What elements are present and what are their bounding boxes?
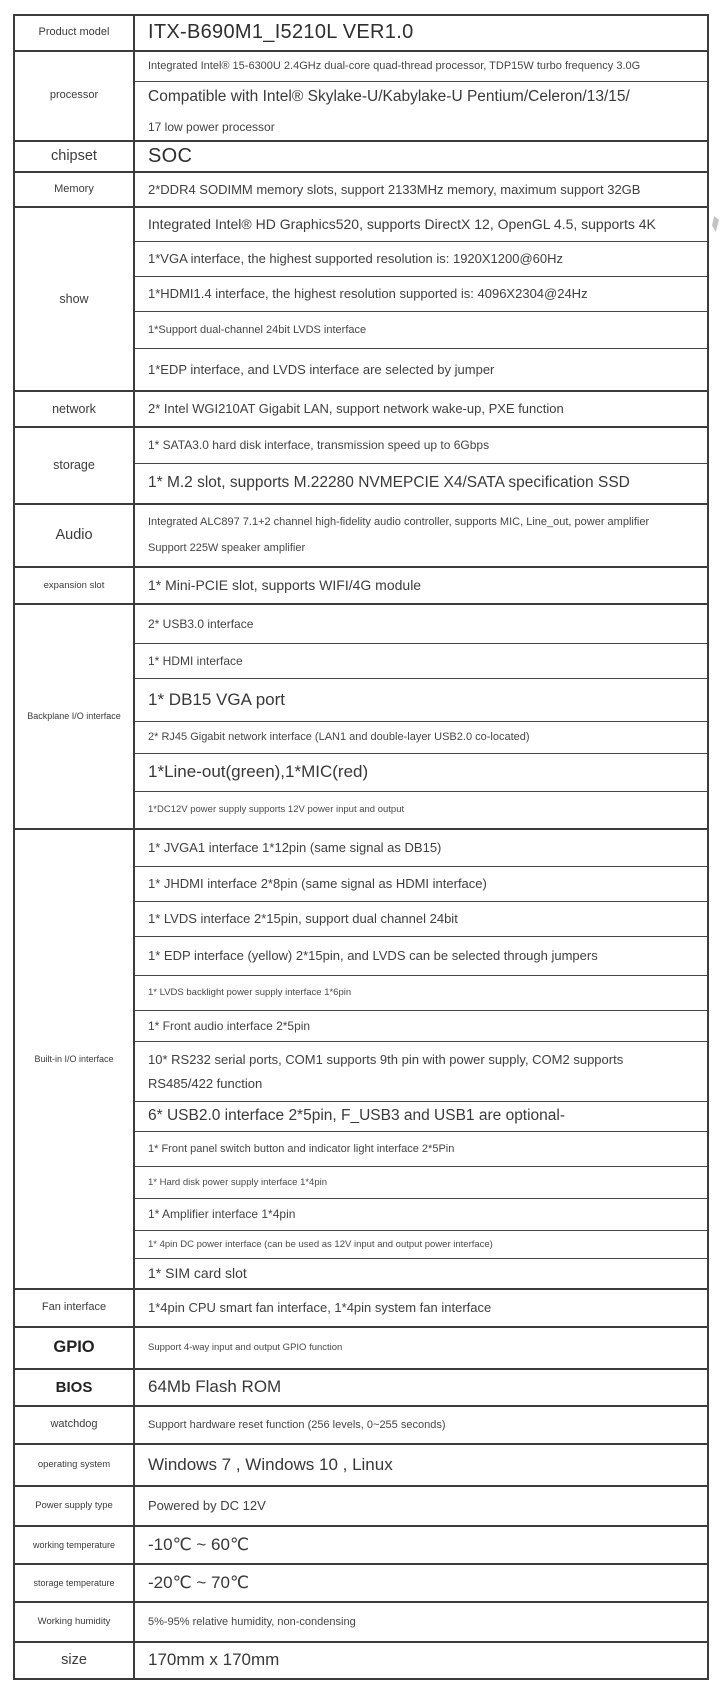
spec-value-text: 1*HDMI1.4 interface, the highest resolution supported is: 4096X2304@24Hz xyxy=(148,286,588,302)
row-label: Backplane I/O interface xyxy=(15,605,135,828)
spec-value-text: 1*EDP interface, and LVDS interface are selected by jumper xyxy=(148,361,495,377)
spec-value-cell xyxy=(135,753,707,791)
row-label: storage temperature xyxy=(15,1565,135,1601)
row-values xyxy=(135,568,707,603)
spec-value-cell xyxy=(135,936,707,975)
spec-group xyxy=(15,1326,707,1368)
row-label: GPIO xyxy=(15,1328,135,1368)
spec-value-cell xyxy=(135,1527,707,1563)
spec-value-cell xyxy=(135,311,707,348)
row-label: Working humidity xyxy=(15,1603,135,1641)
row-label: expansion slot xyxy=(15,568,135,603)
spec-value-text: 10* RS232 serial ports, COM1 supports 9th pin with power supply, COM2 supports xyxy=(148,1052,624,1068)
spec-value-cell xyxy=(135,142,707,171)
spec-value-cell xyxy=(135,392,707,426)
spec-value-cell xyxy=(135,173,707,206)
spec-value-cell xyxy=(135,975,707,1010)
spec-group xyxy=(15,1288,707,1326)
spec-group xyxy=(15,426,707,503)
spec-value-text: 1* SATA3.0 hard disk interface, transmission speed up to 6Gbps xyxy=(148,438,490,453)
spec-value-cell xyxy=(135,1230,707,1258)
row-label: operating system xyxy=(15,1445,135,1485)
spec-value-text: 1* Front audio interface 2*5pin xyxy=(148,1018,311,1033)
row-label: BIOS xyxy=(15,1370,135,1405)
spec-group xyxy=(15,206,707,390)
row-values xyxy=(135,1445,707,1485)
row-values xyxy=(135,1290,707,1326)
row-values xyxy=(135,52,707,140)
spec-value-text: 1* LVDS backlight power supply interface 1*6pin xyxy=(148,987,352,999)
spec-value-cell xyxy=(135,428,707,463)
spec-value-cell xyxy=(135,1407,707,1443)
row-values xyxy=(135,830,707,1288)
row-label: network xyxy=(15,392,135,426)
spec-value-text: Windows 7 , Windows 10 , Linux xyxy=(148,1454,393,1474)
spec-group xyxy=(15,1563,707,1601)
row-label: working temperature xyxy=(15,1527,135,1563)
spec-value-cell xyxy=(135,348,707,390)
cursor-artifact-icon xyxy=(712,216,719,232)
row-values xyxy=(135,1328,707,1368)
spec-value-cell xyxy=(135,568,707,603)
spec-value-cell xyxy=(135,830,707,866)
spec-value-text: 2* USB3.0 interface xyxy=(148,616,254,631)
row-values xyxy=(135,428,707,503)
spec-value-text: Support 225W speaker amplifier xyxy=(148,542,306,554)
spec-value-text: 1* EDP interface (yellow) 2*15pin, and LVDS can be selected through jumpers xyxy=(148,948,598,964)
spec-value-cell xyxy=(135,1131,707,1166)
spec-value-cell xyxy=(135,866,707,901)
spec-group xyxy=(15,1601,707,1641)
spec-value-text: RS485/422 function xyxy=(148,1075,263,1091)
spec-value-text: Integrated ALC897 7.1+2 channel high-fidelity audio controller, supports MIC, Line_out, power amplifier xyxy=(148,516,650,529)
spec-value-text: 1* Front panel switch button and indicator light interface 2*5Pin xyxy=(148,1142,455,1155)
spec-value-text: SOC xyxy=(148,144,193,167)
spec-value-cell xyxy=(135,276,707,311)
row-values xyxy=(135,1527,707,1563)
spec-value-cell xyxy=(135,643,707,678)
spec-value-text: 2*DDR4 SODIMM memory slots, support 2133MHz memory, maximum support 32GB xyxy=(148,181,641,197)
spec-group xyxy=(15,828,707,1288)
spec-group xyxy=(15,1368,707,1405)
spec-group xyxy=(15,1641,707,1678)
row-values xyxy=(135,208,707,390)
spec-value-text: Integrated Intel® HD Graphics520, supports DirectX 12, OpenGL 4.5, supports 4K xyxy=(148,216,656,233)
spec-value-cell xyxy=(135,1445,707,1485)
row-values xyxy=(135,1407,707,1443)
row-values xyxy=(135,16,707,50)
spec-value-cell xyxy=(135,901,707,936)
spec-group xyxy=(15,566,707,603)
spec-value-cell xyxy=(135,1258,707,1288)
spec-value-text: 1*Line-out(green),1*MIC(red) xyxy=(148,762,369,782)
row-values xyxy=(135,1565,707,1601)
spec-group xyxy=(15,50,707,140)
spec-value-cell xyxy=(135,605,707,643)
spec-value-text: 6* USB2.0 interface 2*5pin, F_USB3 and USB1 are optional- xyxy=(148,1107,566,1125)
spec-value-cell xyxy=(135,81,707,140)
spec-value-text: 1* SIM card slot xyxy=(148,1265,247,1282)
spec-value-text: -20℃ ~ 70℃ xyxy=(148,1572,250,1592)
row-values xyxy=(135,605,707,828)
spec-group xyxy=(15,1443,707,1485)
spec-value-text: 1* LVDS interface 2*15pin, support dual channel 24bit xyxy=(148,911,458,927)
row-values xyxy=(135,173,707,206)
spec-value-cell xyxy=(135,241,707,276)
spec-value-cell xyxy=(135,1565,707,1601)
spec-table xyxy=(13,14,709,1680)
spec-value-cell xyxy=(135,1603,707,1641)
spec-value-text: 1* 4pin DC power interface (can be used as 12V input and output power interface) xyxy=(148,1238,493,1250)
spec-value-cell xyxy=(135,1328,707,1368)
spec-value-cell xyxy=(135,16,707,50)
spec-value-text: Compatible with Intel® Skylake-U/Kabylake-U Pentium/Celeron/13/15/ xyxy=(148,88,630,106)
spec-value-cell xyxy=(135,1101,707,1131)
spec-value-text: 2* RJ45 Gigabit network interface (LAN1 and double-layer USB2.0 co-located) xyxy=(148,731,530,744)
spec-value-text: Integrated Intel® 15-6300U 2.4GHz dual-core quad-thread processor, TDP15W turbo frequency 3.0G xyxy=(148,60,641,73)
spec-value-text: 170mm x 170mm xyxy=(148,1650,280,1670)
spec-group xyxy=(15,1485,707,1525)
spec-value-text: Support 4-way input and output GPIO function xyxy=(148,1342,343,1354)
row-label: watchdog xyxy=(15,1407,135,1443)
spec-value-text: 1* HDMI interface xyxy=(148,653,243,668)
spec-value-text: -10℃ ~ 60℃ xyxy=(148,1534,250,1554)
spec-value-cell xyxy=(135,1487,707,1525)
spec-value-text: 5%-95% relative humidity, non-condensing xyxy=(148,1615,356,1628)
spec-value-cell xyxy=(135,721,707,753)
spec-value-text: 64Mb Flash ROM xyxy=(148,1377,282,1397)
spec-value-text: ITX-B690M1_I5210L VER1.0 xyxy=(148,21,414,44)
spec-value-cell xyxy=(135,1166,707,1198)
row-values xyxy=(135,505,707,566)
spec-value-cell xyxy=(135,1041,707,1101)
spec-group xyxy=(15,1525,707,1563)
row-label: Product model xyxy=(15,16,135,50)
spec-group xyxy=(15,171,707,206)
spec-group xyxy=(15,140,707,171)
spec-group xyxy=(15,390,707,426)
spec-value-text: 1*Support dual-channel 24bit LVDS interface xyxy=(148,323,367,336)
row-values xyxy=(135,1603,707,1641)
row-label: Power supply type xyxy=(15,1487,135,1525)
spec-value-text: 2* Intel WGI210AT Gigabit LAN, support network wake-up, PXE function xyxy=(148,401,564,417)
spec-group xyxy=(15,16,707,50)
spec-value-text: 1* DB15 VGA port xyxy=(148,689,286,709)
spec-group xyxy=(15,603,707,828)
spec-value-cell xyxy=(135,678,707,721)
row-label: processor xyxy=(15,52,135,140)
row-values xyxy=(135,142,707,171)
row-values xyxy=(135,1487,707,1525)
row-label: Built-in I/O interface xyxy=(15,830,135,1288)
spec-value-text: Support hardware reset function (256 levels, 0~255 seconds) xyxy=(148,1418,446,1431)
spec-value-cell xyxy=(135,1290,707,1326)
row-label: storage xyxy=(15,428,135,503)
row-values xyxy=(135,1370,707,1405)
spec-value-text: 1* JVGA1 interface 1*12pin (same signal as DB15) xyxy=(148,840,442,856)
spec-value-text: 1* Amplifier interface 1*4pin xyxy=(148,1207,296,1222)
spec-value-text: 17 low power processor xyxy=(148,119,275,134)
spec-value-cell xyxy=(135,52,707,81)
spec-value-cell xyxy=(135,1198,707,1230)
spec-value-text: 1*4pin CPU smart fan interface, 1*4pin system fan interface xyxy=(148,1300,492,1316)
spec-value-cell xyxy=(135,208,707,241)
spec-value-cell xyxy=(135,1370,707,1405)
spec-value-cell xyxy=(135,791,707,828)
spec-value-cell xyxy=(135,1643,707,1678)
spec-value-cell xyxy=(135,505,707,566)
row-values xyxy=(135,1643,707,1678)
row-label: Audio xyxy=(15,505,135,566)
spec-group xyxy=(15,503,707,566)
row-values xyxy=(135,392,707,426)
spec-value-text: 1* Hard disk power supply interface 1*4pin xyxy=(148,1176,328,1188)
spec-value-text: 1*VGA interface, the highest supported resolution is: 1920X1200@60Hz xyxy=(148,251,564,267)
spec-value-cell xyxy=(135,1010,707,1041)
row-label: size xyxy=(15,1643,135,1678)
row-label: chipset xyxy=(15,142,135,171)
row-label: Fan interface xyxy=(15,1290,135,1326)
spec-value-text: 1* M.2 slot, supports M.22280 NVMEPCIE X4/SATA specification SSD xyxy=(148,474,630,492)
spec-value-text: 1* JHDMI interface 2*8pin (same signal as HDMI interface) xyxy=(148,876,487,892)
row-label: show xyxy=(15,208,135,390)
spec-value-text: 1*DC12V power supply supports 12V power input and output xyxy=(148,804,405,816)
spec-value-text: 1* Mini-PCIE slot, supports WIFI/4G module xyxy=(148,577,422,594)
spec-value-cell xyxy=(135,463,707,503)
spec-group xyxy=(15,1405,707,1443)
row-label: Memory xyxy=(15,173,135,206)
spec-value-text: Powered by DC 12V xyxy=(148,1498,266,1514)
